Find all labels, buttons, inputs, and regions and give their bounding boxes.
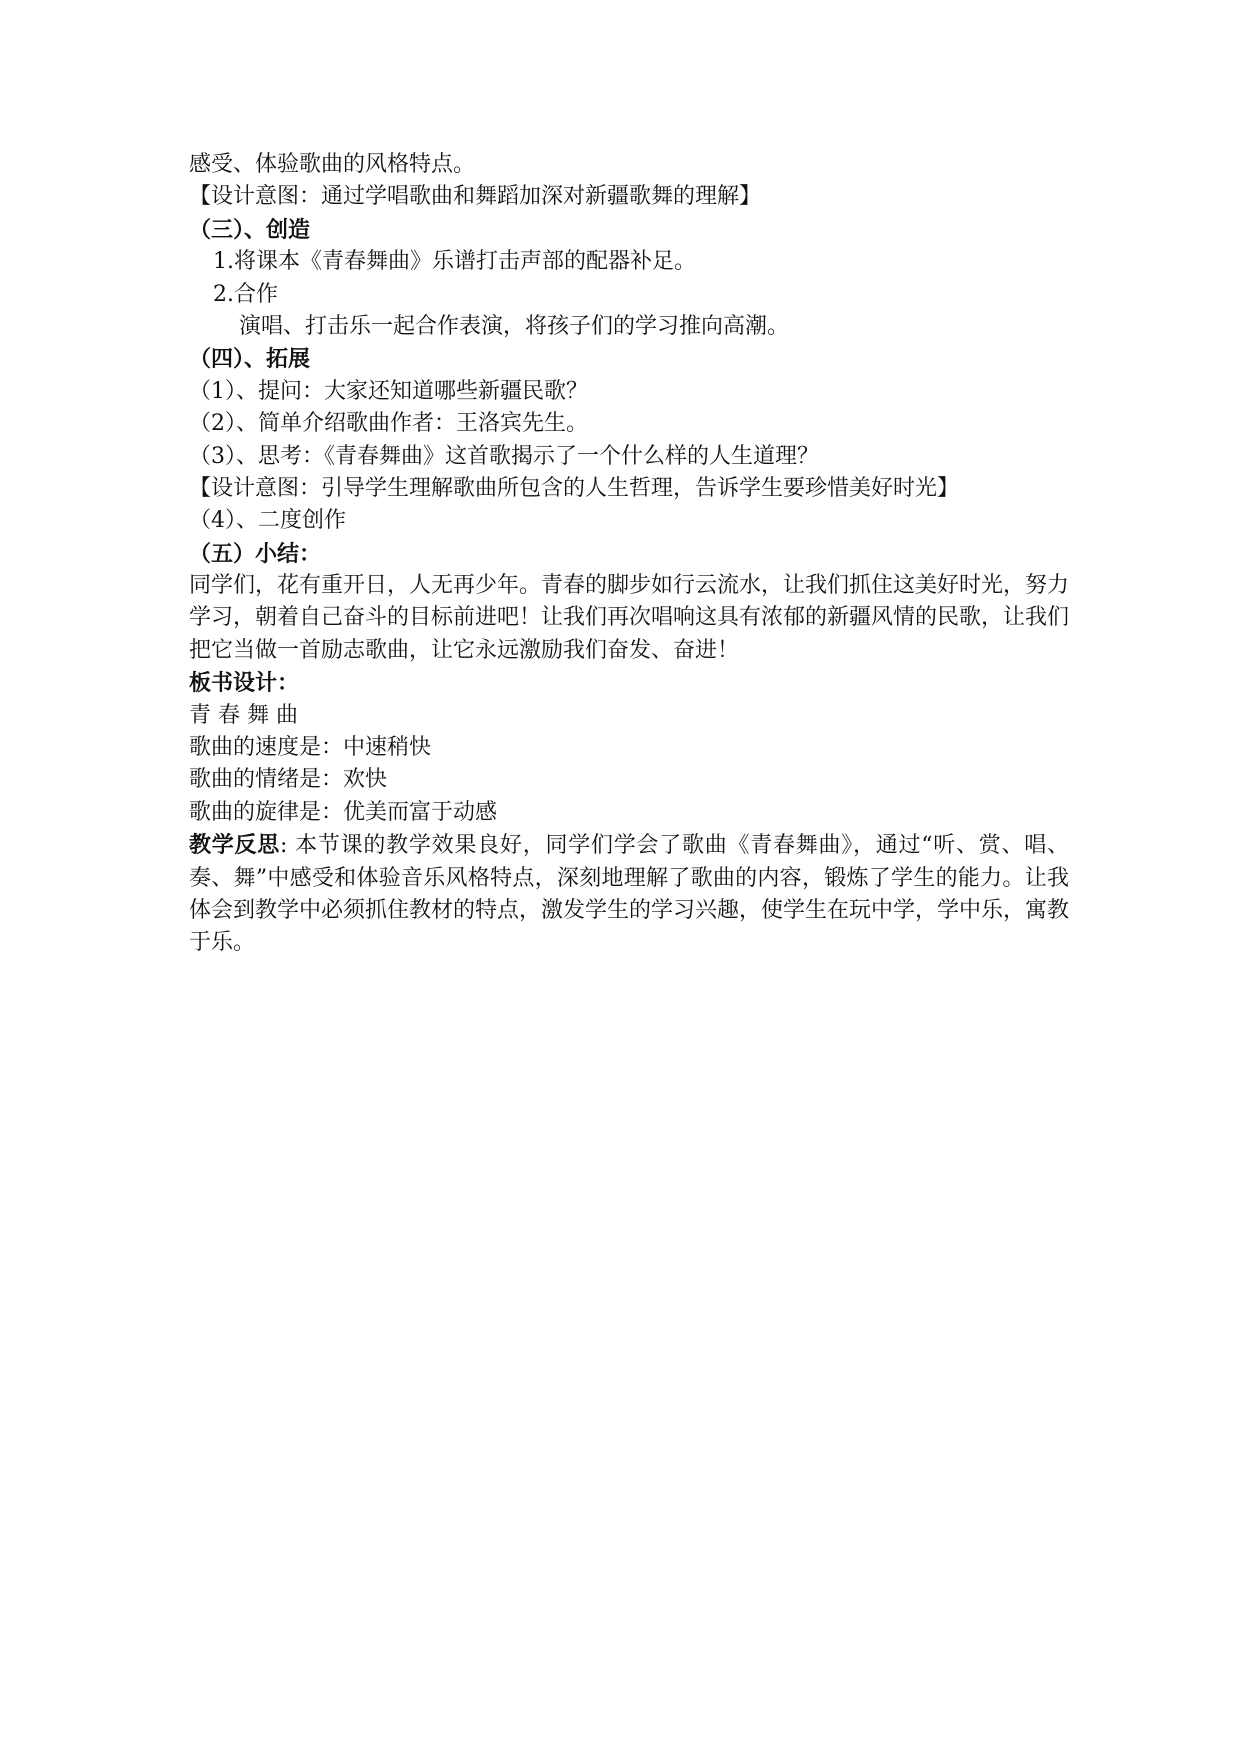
design-intent-note: 【设计意图：通过学唱歌曲和舞蹈加深对新疆歌舞的理解】 (189, 184, 762, 210)
reflection-label: 教学反思 (189, 832, 281, 859)
board-line: 歌曲的速度是：中速稍快 (189, 735, 432, 761)
design-intent-note: 【设计意图：引导学生理解歌曲所包含的人生哲理，告诉学生要珍惜美好时光】 (189, 475, 960, 501)
board-line: 歌曲的情绪是：欢快 (189, 767, 388, 793)
list-item: （4）、二度创作 (189, 508, 346, 534)
section-heading-summary: （五）小结： (189, 540, 322, 567)
board-title: 青 春 舞 曲 (189, 702, 298, 728)
list-item: （2）、简单介绍歌曲作者：王洛宾先生。 (189, 411, 588, 437)
board-line: 歌曲的旋律是：优美而富于动感 (189, 799, 498, 825)
reflection-paragraph (189, 829, 1069, 960)
section-heading-create: （三）、创造 (189, 216, 311, 243)
text-line: 演唱、打击乐一起合作表演，将孩子们的学习推向高潮。 (239, 313, 790, 339)
board-design-heading: 板书设计： (189, 670, 300, 697)
list-item: （3）、思考：《青春舞曲》这首歌揭示了一个什么样的人生道理？ (189, 443, 819, 469)
list-item: 1.将课本《青春舞曲》乐谱打击声部的配器补足。 (213, 249, 696, 275)
text-line: 感受、体验歌曲的风格特点。 (189, 152, 476, 177)
document-page (189, 149, 1069, 960)
list-item: 2.合作 (213, 281, 278, 307)
summary-paragraph: 同学们，花有重开日，人无再少年。青春的脚步如行云流水，让我们抓住这美好时光，努力学习，朝着自己奋斗的目标前进吧！让我们再次唱响这具有浓郁的新疆风情的民歌，让我们把它当做一首励志歌曲，让它永远激励我们奋发、奋进！ (189, 573, 1070, 663)
list-item: （1）、提问：大家还知道哪些新疆民歌？ (189, 378, 588, 404)
reflection-text: : 本节课的教学效果良好，同学们学会了歌曲《青春舞曲》，通过“听、赏、唱、奏、舞”中感受和体验音乐风格特点，深刻地理解了歌曲的内容，锻炼了学生的能力。让我体会到教学中必须抓住教材的特点，激发学生的学习兴趣，使学生在玩中学，学中乐，寓教于乐。 (189, 833, 1070, 956)
section-heading-extend: （四）、拓展 (189, 346, 311, 373)
